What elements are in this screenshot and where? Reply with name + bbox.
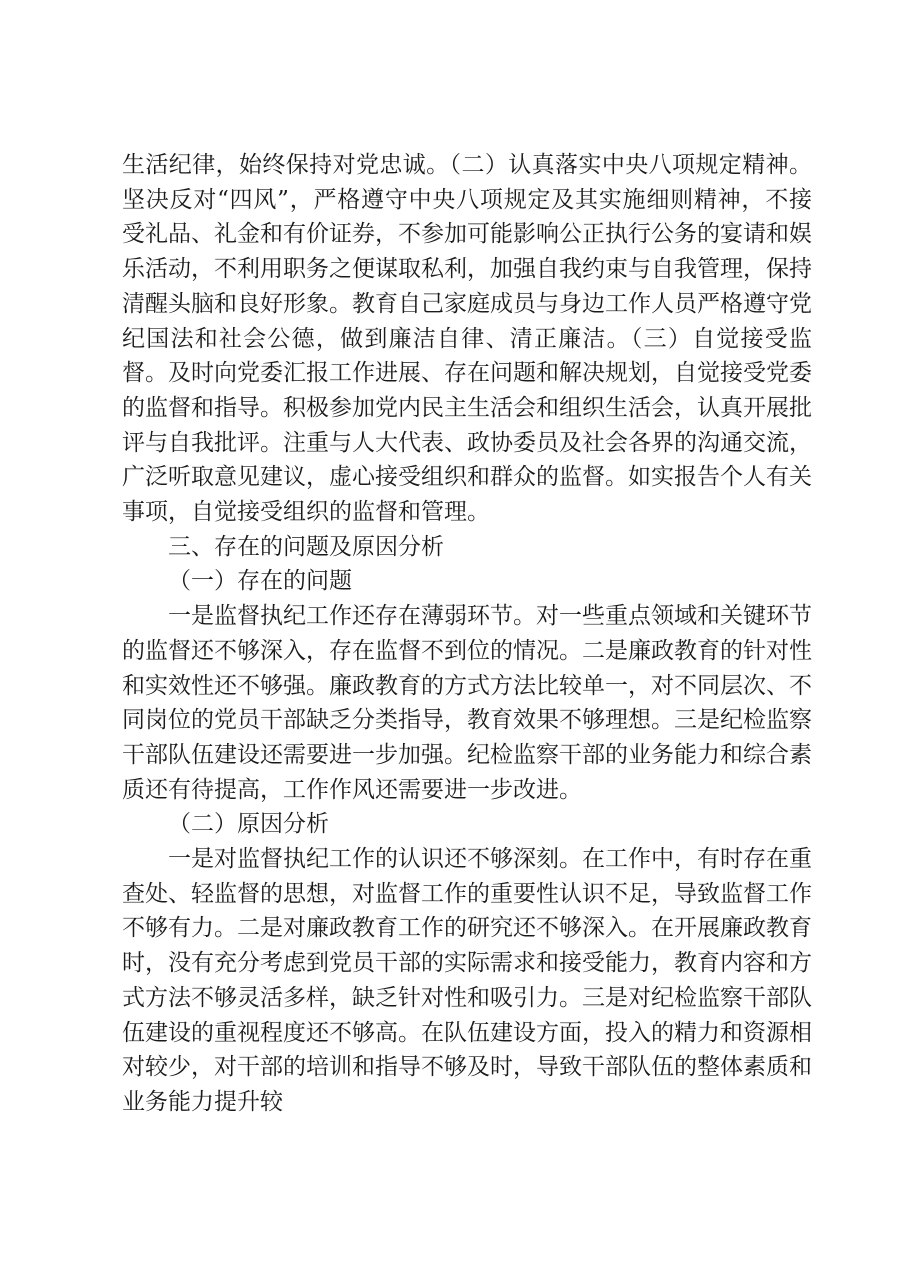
subheading-existing-problems: （一）存在的问题	[168, 568, 352, 595]
document-body	[122, 148, 812, 1120]
paragraph-existing-problems: 一是监督执纪工作还存在薄弱环节。对一些重点领域和关键环节的监督还不够深入，存在监督不到位的情况。二是廉政教育的针对性和实效性还不够强。廉政教育的方式方法比较单一，对不同层次、不同岗位的党员干部缺乏分类指导，教育效果不够理想。三是纪检监察干部队伍建设还需要进一步加强。纪检监察干部的业务能力和综合素质还有待提高，工作作风还需要进一步改进。	[122, 603, 812, 803]
paragraph-continued: 生活纪律，始终保持对党忠诚。（二）认真落实中央八项规定精神。坚决反对“四风”，严格遵守中央八项规定及其实施细则精神，不接受礼品、礼金和有价证券，不参加可能影响公正执行公务的宴请和娱乐活动，不利用职务之便谋取私利，加强自我约束与自我管理，保持清醒头脑和良好形象。教育自己家庭成员与身边工作人员严格遵守党纪国法和社会公德，做到廉洁自律、清正廉洁。（三）自觉接受监督。及时向党委汇报工作进展、存在问题和解决规划，自觉接受党委的监督和指导。积极参加党内民主生活会和组织生活会，认真开展批评与自我批评。注重与人大代表、政协委员及社会各界的沟通交流，广泛听取意见建议，虚心接受组织和群众的监督。如实报告个人有关事项，自觉接受组织的监督和管理。	[122, 152, 812, 526]
section-heading-problems: 三、存在的问题及原因分析	[168, 533, 444, 560]
subheading-cause-analysis: （二）原因分析	[168, 811, 329, 838]
paragraph-cause-analysis: 一是对监督执纪工作的认识还不够深刻。在工作中，有时存在重查处、轻监督的思想，对监督工作的重要性认识不足，导致监督工作不够有力。二是对廉政教育工作的研究还不够深入。在开展廉政教育时，没有充分考虑到党员干部的实际需求和接受能力，教育内容和方式方法不够灵活多样，缺乏针对性和吸引力。三是对纪检监察干部队伍建设的重视程度还不够高。在队伍建设方面，投入的精力和资源相对较少，对干部的培训和指导不够及时，导致干部队伍的整体素质和业务能力提升较	[122, 846, 812, 1115]
